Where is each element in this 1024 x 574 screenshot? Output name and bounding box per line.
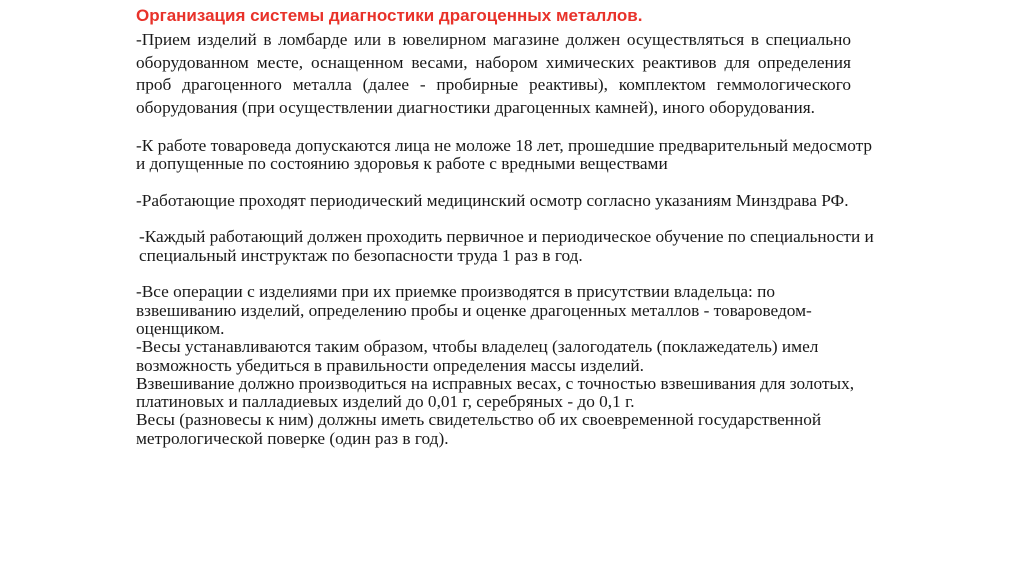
body-text (136, 137, 876, 448)
paragraph-training: -Каждый работающий должен проходить первичное и периодическое обучение по специальности и специальный инструктаж по безопасности труда 1 раз в год. (139, 227, 874, 265)
slide-title: Организация системы диагностики драгоценных металлов. (136, 6, 643, 25)
paragraph-scales-verification: Весы (разновесы к ним) должны иметь свидетельство об их своевременной государственной метрологической поверке (один раз в год). (136, 410, 822, 448)
paragraph-weighing-accuracy: Взвешивание должно производиться на исправных весах, с точностью взвешивания для золотых, платиновых и палладиевых изделий до 0,01 г, серебряных - до 0,1 г. (136, 373, 855, 412)
lead-paragraph: -Прием изделий в ломбарде или в ювелирном магазине должен осуществляться в специально оборудованном месте, оснащенном весами, набором химических реактивов для определения проб драгоценного металла (далее - пробирные реактивы), комплектом геммологического оборудования (при осуществлении диагностики драгоценных камней), иного оборудования. (136, 30, 851, 117)
paragraph-medical-checkup: -Работающие проходят периодический медицинский осмотр согласно указаниям Минздрава РФ. (136, 190, 849, 210)
paragraph-staff-admission: -К работе товароведа допускаются лица не моложе 18 лет, прошедшие предварительный медосмотр и допущенные по состоянию здоровья к работе с вредными веществами (136, 136, 873, 174)
paragraph-owner-presence: -Все операции с изделиями при их приемке производятся в присутствии владельца: по взвешиванию изделий, определению пробы и оценке драгоценных металлов - товароведом-оценщиком. (136, 282, 812, 338)
paragraph-scales-placement: -Весы устанавливаются таким образом, чтобы владелец (залогодатель (поклажедатель) имел возможность убедиться в правильности определения массы изделий. (136, 337, 819, 375)
